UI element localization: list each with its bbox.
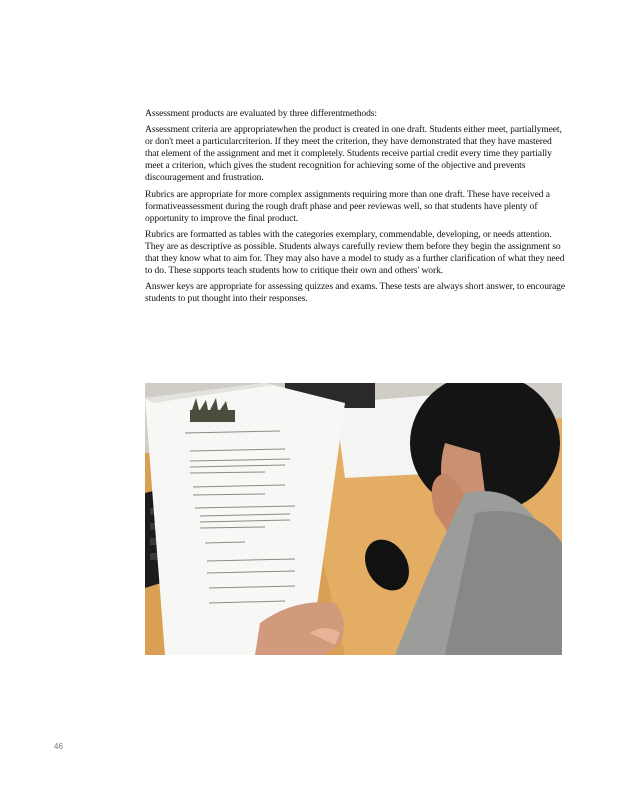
- paragraph-intro: Assessment products are evaluated by three differentmethods:: [145, 108, 377, 119]
- paragraph-answer-keys: Answer keys are appropriate for assessing quizzes and exams. These tests are always short answer, to encourage students to put thought into their responses.: [145, 281, 566, 305]
- student-reading-rubric-photo: [145, 383, 562, 655]
- page-number: 46: [54, 742, 63, 751]
- body-text: [145, 108, 565, 309]
- paragraph-rubrics-format: Rubrics are formatted as tables with the categories exemplary, commendable, developing, or needs attention. They are as descriptive as possible. Students always carefully review them before they begin the assignment so that they know what to aim for. They may also have a model to study as a further clarification of what they need to do. These supports teach students how to critique their own and others' work.: [145, 228, 565, 277]
- paragraph-rubrics-purpose: Rubrics are appropriate for more complex assignments requiring more than one draft. These have received a formativeassessment during the rough draft phase and peer reviewas well, so that students have plenty of opportunity to improve the final product.: [145, 188, 550, 224]
- paragraph-assessment-criteria: Assessment criteria are appropriatewhen the product is created in one draft. Students either meet, partiallymeet, or don't meet a particularcriterion. If they meet the criterion, they have demonstrated that they have mastered that element of the assignment and met it completely. Students receive partial credit every time they partially meet a criterion, which gives the student recognition for achieving some of the objective and prevents discouragement and frustration.: [145, 124, 562, 184]
